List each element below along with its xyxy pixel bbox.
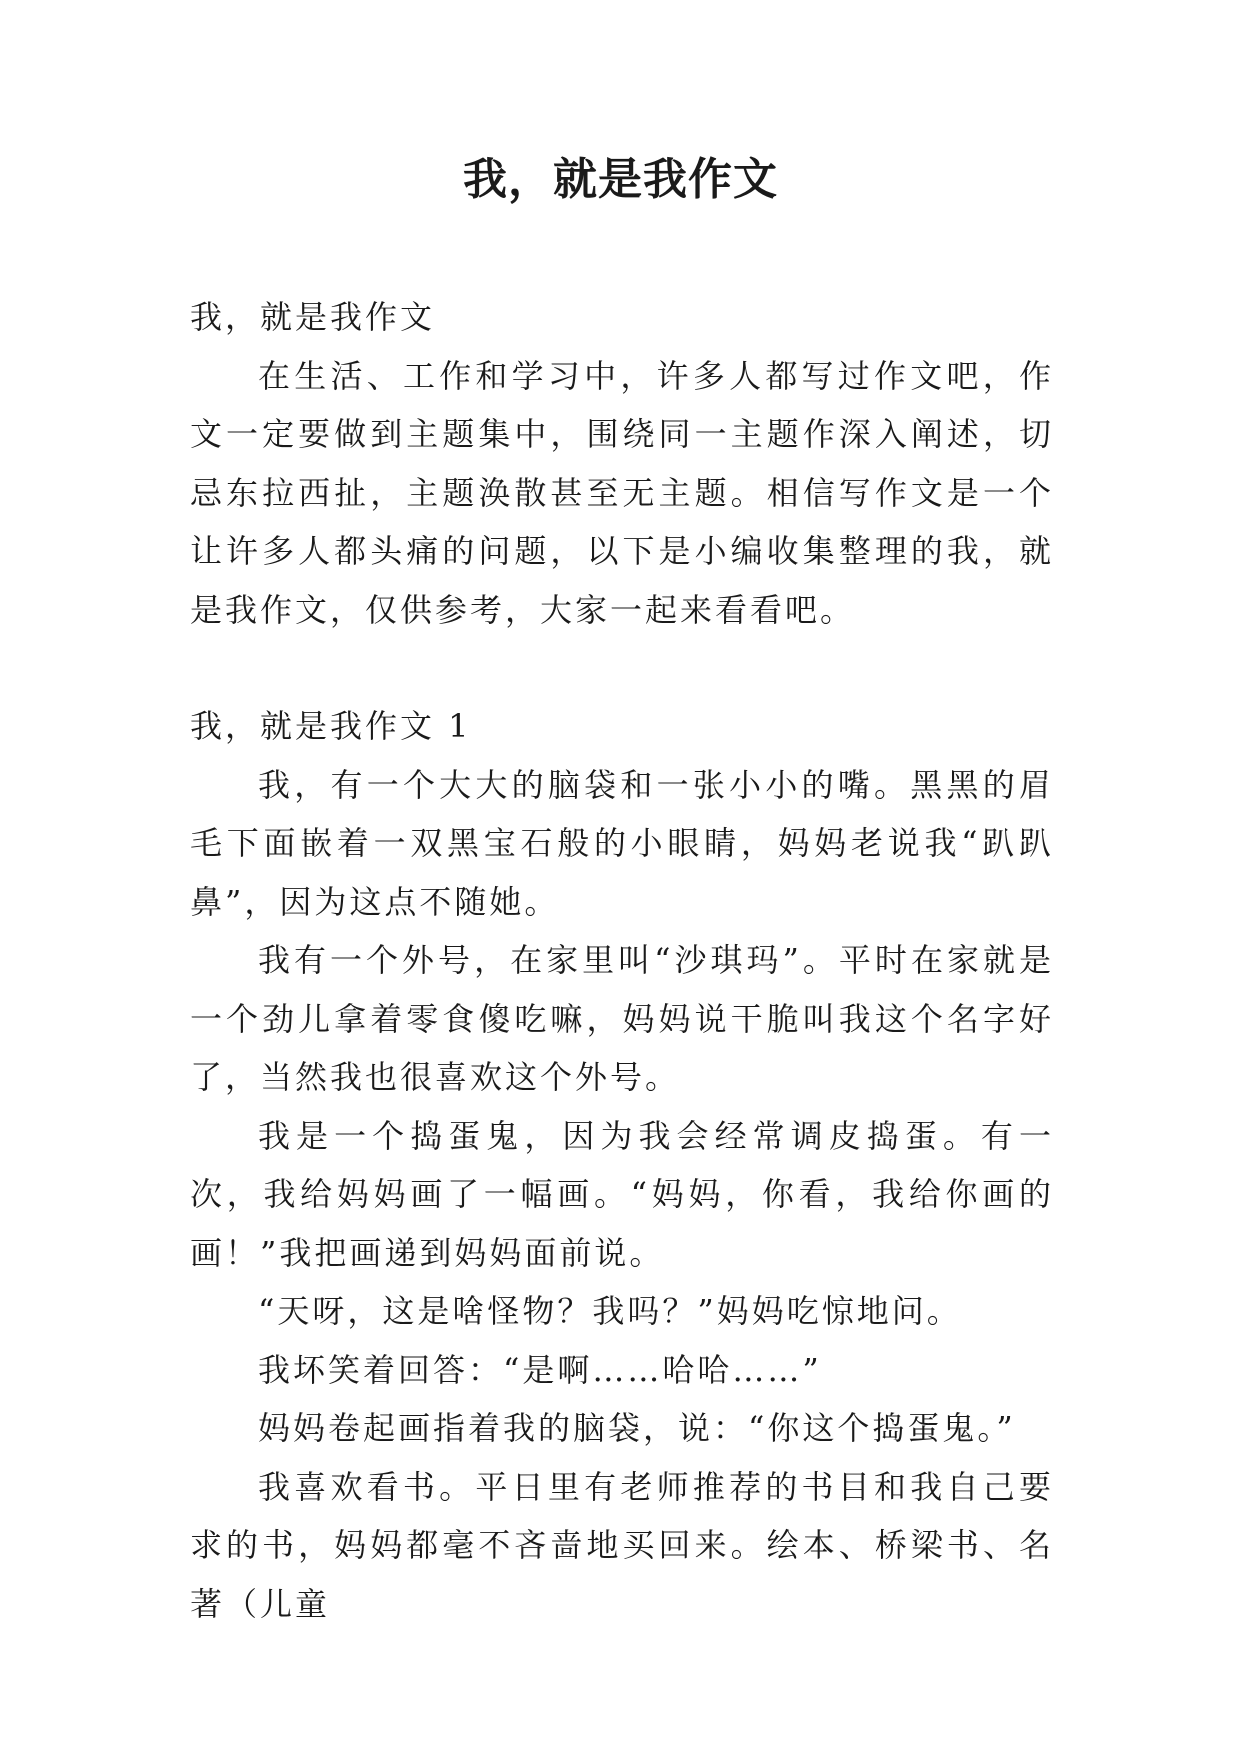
body-paragraph-7: 我喜欢看书。平日里有老师推荐的书目和我自己要求的书，妈妈都毫不吝啬地买回来。绘本、桥梁书、名著（儿童 (190, 1467, 1054, 1623)
section-heading: 我，就是我作文 1 (190, 707, 472, 745)
document-title: 我，就是我作文 (463, 154, 778, 205)
body-paragraph-4: “天呀，这是啥怪物？我吗？”妈妈吃惊地问。 (258, 1292, 962, 1330)
intro-paragraph: 在生活、工作和学习中，许多人都写过作文吧，作文一定要做到主题集中，围绕同一主题作深入阐述，切忌东拉西扯，主题涣散甚至无主题。相信写作文是一个让许多人都头痛的问题，以下是小编收集整理的我，就是我作文，仅供参考，大家一起来看看吧。 (190, 356, 1054, 629)
body-paragraph-2: 我有一个外号，在家里叫“沙琪玛”。平时在家就是一个劲儿拿着零食傻吃嘛，妈妈说干脆叫我这个名字好了，当然我也很喜欢这个外号。 (190, 941, 1054, 1096)
document-body (190, 288, 1054, 1633)
body-paragraph-6: 妈妈卷起画指着我的脑袋，说：“你这个捣蛋鬼。” (258, 1409, 1016, 1447)
body-paragraph-5: 我坏笑着回答：“是啊……哈哈……” (258, 1350, 822, 1389)
intro-heading: 我，就是我作文 (190, 298, 436, 336)
body-paragraph-1: 我，有一个大大的脑袋和一张小小的嘴。黑黑的眉毛下面嵌着一双黑宝石般的小眼睛，妈妈老说我“趴趴鼻”，因为这点不随她。 (190, 765, 1054, 921)
body-paragraph-3: 我是一个捣蛋鬼，因为我会经常调皮捣蛋。有一次，我给妈妈画了一幅画。“妈妈，你看，我给你画的画！”我把画递到妈妈面前说。 (190, 1116, 1054, 1272)
